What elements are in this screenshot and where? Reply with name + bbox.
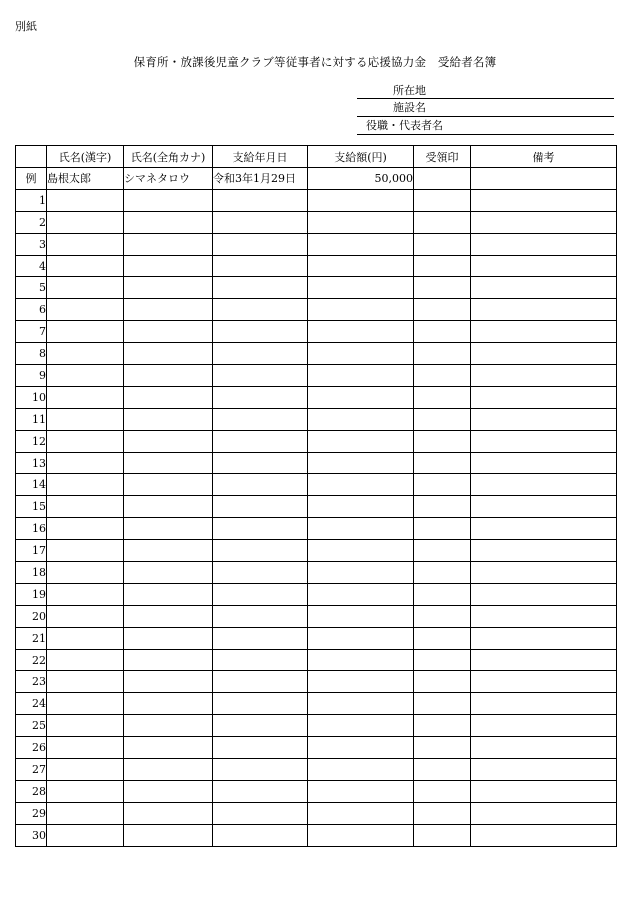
facility-name-line (357, 99, 614, 117)
row-number: 18 (16, 562, 47, 584)
name-kanji-cell[interactable] (47, 540, 124, 562)
amount-cell[interactable] (308, 605, 414, 627)
name-kana-cell[interactable] (124, 693, 213, 715)
header-seal: 受領印 (414, 146, 471, 168)
name-kana-cell[interactable] (124, 365, 213, 387)
facility-name-label: 施設名 (393, 101, 426, 114)
remarks-cell[interactable] (471, 649, 617, 671)
name-kana-cell[interactable] (124, 802, 213, 824)
example-row (16, 168, 617, 190)
amount-cell[interactable] (308, 299, 414, 321)
remarks-cell[interactable] (471, 759, 617, 781)
table-row (16, 430, 617, 452)
seal-cell[interactable] (414, 452, 471, 474)
name-kana-cell[interactable] (124, 474, 213, 496)
remarks-cell[interactable] (471, 780, 617, 802)
row-number: 26 (16, 737, 47, 759)
name-kanji-cell[interactable] (47, 562, 124, 584)
remarks-cell[interactable] (471, 321, 617, 343)
name-kanji-cell[interactable] (47, 649, 124, 671)
seal-cell[interactable] (414, 562, 471, 584)
seal-cell[interactable] (414, 627, 471, 649)
seal-cell[interactable] (414, 299, 471, 321)
row-number: 16 (16, 518, 47, 540)
row-number: 25 (16, 715, 47, 737)
seal-cell[interactable] (414, 474, 471, 496)
representative-line (357, 117, 614, 135)
row-number: 17 (16, 540, 47, 562)
attachment-label: 別紙 (15, 20, 37, 33)
name-kanji-cell[interactable] (47, 430, 124, 452)
table-row (16, 759, 617, 781)
amount-cell[interactable] (308, 452, 414, 474)
table-row (16, 671, 617, 693)
name-kanji-cell[interactable] (47, 408, 124, 430)
payment-date-cell[interactable] (213, 277, 308, 299)
name-kana-cell[interactable] (124, 540, 213, 562)
remarks-cell[interactable] (471, 452, 617, 474)
table-row (16, 649, 617, 671)
table-row (16, 343, 617, 365)
table-row (16, 365, 617, 387)
seal-cell[interactable] (414, 343, 471, 365)
name-kana-cell[interactable] (124, 211, 213, 233)
remarks-cell[interactable] (471, 189, 617, 211)
amount-cell[interactable] (308, 211, 414, 233)
payment-date-cell[interactable] (213, 627, 308, 649)
facility-info-block (357, 82, 614, 135)
payment-date-cell[interactable] (213, 540, 308, 562)
address-line (357, 82, 614, 99)
remarks-cell[interactable] (471, 365, 617, 387)
amount-cell[interactable] (308, 759, 414, 781)
payment-date-cell[interactable] (213, 233, 308, 255)
table-row (16, 540, 617, 562)
name-kanji-cell[interactable] (47, 715, 124, 737)
row-number: 6 (16, 299, 47, 321)
amount-cell[interactable] (308, 343, 414, 365)
seal-cell (414, 168, 471, 190)
table-row (16, 627, 617, 649)
amount-cell[interactable] (308, 824, 414, 846)
payment-date-cell[interactable] (213, 802, 308, 824)
row-number: 29 (16, 802, 47, 824)
seal-cell[interactable] (414, 496, 471, 518)
remarks-cell[interactable] (471, 583, 617, 605)
name-kanji-cell[interactable] (47, 255, 124, 277)
row-number: 例 (16, 168, 47, 190)
table-row (16, 255, 617, 277)
header-number (16, 146, 47, 168)
name-kanji-cell[interactable] (47, 824, 124, 846)
seal-cell[interactable] (414, 802, 471, 824)
amount-cell[interactable] (308, 780, 414, 802)
table-row (16, 452, 617, 474)
row-number: 5 (16, 277, 47, 299)
name-kana-cell[interactable] (124, 233, 213, 255)
name-kanji-cell[interactable] (47, 365, 124, 387)
row-number: 23 (16, 671, 47, 693)
name-kanji-cell[interactable] (47, 386, 124, 408)
seal-cell[interactable] (414, 737, 471, 759)
name-kanji-cell[interactable] (47, 737, 124, 759)
amount-cell[interactable] (308, 693, 414, 715)
name-kana-cell[interactable] (124, 824, 213, 846)
table-row (16, 211, 617, 233)
header-name-kana: 氏名(全角カナ) (124, 146, 213, 168)
header-name-kanji: 氏名(漢字) (47, 146, 124, 168)
table-row (16, 780, 617, 802)
row-number: 27 (16, 759, 47, 781)
remarks-cell[interactable] (471, 518, 617, 540)
remarks-cell[interactable] (471, 474, 617, 496)
document-title: 保育所・放課後児童クラブ等従事者に対する応援協力金 受給者名簿 (133, 55, 497, 69)
payment-date-cell[interactable] (213, 452, 308, 474)
table-row (16, 605, 617, 627)
table-row (16, 518, 617, 540)
row-number: 2 (16, 211, 47, 233)
table-row (16, 715, 617, 737)
payment-date-cell[interactable] (213, 605, 308, 627)
payment-date-cell[interactable] (213, 671, 308, 693)
recipient-register-table (15, 145, 617, 847)
name-kanji-cell[interactable] (47, 211, 124, 233)
table-row (16, 474, 617, 496)
name-kanji-cell[interactable] (47, 233, 124, 255)
seal-cell[interactable] (414, 233, 471, 255)
table-row (16, 802, 617, 824)
name-kana-cell[interactable] (124, 496, 213, 518)
name-kana-cell[interactable] (124, 715, 213, 737)
name-kana-cell[interactable] (124, 737, 213, 759)
seal-cell[interactable] (414, 365, 471, 387)
row-number: 12 (16, 430, 47, 452)
seal-cell[interactable] (414, 605, 471, 627)
remarks-cell (471, 168, 617, 190)
seal-cell[interactable] (414, 759, 471, 781)
row-number: 15 (16, 496, 47, 518)
name-kana-cell[interactable] (124, 780, 213, 802)
row-number: 24 (16, 693, 47, 715)
name-kanji-cell: 島根太郎 (47, 168, 124, 190)
seal-cell[interactable] (414, 255, 471, 277)
remarks-cell[interactable] (471, 255, 617, 277)
row-number: 10 (16, 386, 47, 408)
row-number: 30 (16, 824, 47, 846)
name-kana-cell[interactable] (124, 518, 213, 540)
remarks-cell[interactable] (471, 277, 617, 299)
remarks-cell[interactable] (471, 408, 617, 430)
amount-cell[interactable] (308, 474, 414, 496)
name-kanji-cell[interactable] (47, 343, 124, 365)
remarks-cell[interactable] (471, 715, 617, 737)
remarks-cell[interactable] (471, 496, 617, 518)
row-number: 19 (16, 583, 47, 605)
name-kanji-cell[interactable] (47, 474, 124, 496)
row-number: 3 (16, 233, 47, 255)
payment-date-cell[interactable] (213, 649, 308, 671)
name-kana-cell[interactable] (124, 649, 213, 671)
table-row (16, 693, 617, 715)
name-kanji-cell[interactable] (47, 496, 124, 518)
row-number: 13 (16, 452, 47, 474)
seal-cell[interactable] (414, 715, 471, 737)
amount-cell[interactable] (308, 233, 414, 255)
payment-date-cell[interactable] (213, 365, 308, 387)
amount-cell[interactable] (308, 430, 414, 452)
payment-date-cell[interactable] (213, 824, 308, 846)
payment-date-cell[interactable] (213, 759, 308, 781)
name-kana-cell[interactable] (124, 277, 213, 299)
seal-cell[interactable] (414, 211, 471, 233)
payment-date-cell[interactable] (213, 255, 308, 277)
payment-date-cell[interactable] (213, 583, 308, 605)
row-number: 14 (16, 474, 47, 496)
table-row (16, 408, 617, 430)
remarks-cell[interactable] (471, 386, 617, 408)
remarks-cell[interactable] (471, 343, 617, 365)
remarks-cell[interactable] (471, 211, 617, 233)
amount-cell[interactable] (308, 583, 414, 605)
payment-date-cell[interactable] (213, 518, 308, 540)
address-label: 所在地 (393, 84, 426, 97)
name-kanji-cell[interactable] (47, 299, 124, 321)
seal-cell[interactable] (414, 583, 471, 605)
amount-cell[interactable] (308, 321, 414, 343)
amount-cell[interactable] (308, 737, 414, 759)
payment-date-cell[interactable] (213, 211, 308, 233)
name-kanji-cell[interactable] (47, 605, 124, 627)
header-amount: 支給額(円) (308, 146, 414, 168)
name-kana-cell[interactable] (124, 321, 213, 343)
table-row (16, 562, 617, 584)
remarks-cell[interactable] (471, 693, 617, 715)
name-kana-cell[interactable] (124, 430, 213, 452)
seal-cell[interactable] (414, 693, 471, 715)
amount-cell[interactable] (308, 365, 414, 387)
seal-cell[interactable] (414, 408, 471, 430)
seal-cell[interactable] (414, 386, 471, 408)
table-row (16, 233, 617, 255)
name-kana-cell[interactable] (124, 583, 213, 605)
row-number: 1 (16, 189, 47, 211)
payment-date-cell[interactable] (213, 321, 308, 343)
name-kana-cell[interactable] (124, 562, 213, 584)
row-number: 21 (16, 627, 47, 649)
amount-cell[interactable] (308, 277, 414, 299)
name-kana-cell[interactable] (124, 343, 213, 365)
header-payment-date: 支給年月日 (213, 146, 308, 168)
seal-cell[interactable] (414, 321, 471, 343)
table-row (16, 824, 617, 846)
payment-date-cell[interactable] (213, 408, 308, 430)
payment-date-cell[interactable] (213, 189, 308, 211)
table-row (16, 386, 617, 408)
payment-date-cell[interactable] (213, 474, 308, 496)
seal-cell[interactable] (414, 824, 471, 846)
table-row (16, 189, 617, 211)
row-number: 4 (16, 255, 47, 277)
name-kanji-cell[interactable] (47, 189, 124, 211)
amount-cell[interactable] (308, 518, 414, 540)
name-kana-cell: シマネタロウ (124, 168, 213, 190)
seal-cell[interactable] (414, 540, 471, 562)
name-kanji-cell[interactable] (47, 693, 124, 715)
remarks-cell[interactable] (471, 540, 617, 562)
amount-cell[interactable] (308, 386, 414, 408)
amount-cell[interactable] (308, 540, 414, 562)
amount-cell: 50,000 (308, 168, 414, 190)
name-kana-cell[interactable] (124, 759, 213, 781)
name-kana-cell[interactable] (124, 386, 213, 408)
row-number: 11 (16, 408, 47, 430)
seal-cell[interactable] (414, 430, 471, 452)
remarks-cell[interactable] (471, 627, 617, 649)
remarks-cell[interactable] (471, 562, 617, 584)
seal-cell[interactable] (414, 780, 471, 802)
payment-date-cell[interactable] (213, 386, 308, 408)
amount-cell[interactable] (308, 715, 414, 737)
amount-cell[interactable] (308, 562, 414, 584)
name-kana-cell[interactable] (124, 605, 213, 627)
remarks-cell[interactable] (471, 299, 617, 321)
name-kanji-cell[interactable] (47, 277, 124, 299)
remarks-cell[interactable] (471, 737, 617, 759)
table-row (16, 737, 617, 759)
payment-date-cell[interactable] (213, 343, 308, 365)
name-kana-cell[interactable] (124, 299, 213, 321)
name-kanji-cell[interactable] (47, 321, 124, 343)
payment-date-cell[interactable] (213, 430, 308, 452)
table-row (16, 583, 617, 605)
table-row (16, 277, 617, 299)
amount-cell[interactable] (308, 496, 414, 518)
remarks-cell[interactable] (471, 824, 617, 846)
payment-date-cell[interactable] (213, 496, 308, 518)
payment-date-cell[interactable] (213, 693, 308, 715)
name-kana-cell[interactable] (124, 189, 213, 211)
name-kanji-cell[interactable] (47, 627, 124, 649)
remarks-cell[interactable] (471, 430, 617, 452)
amount-cell[interactable] (308, 627, 414, 649)
table-header-row (16, 146, 617, 168)
row-number: 22 (16, 649, 47, 671)
seal-cell[interactable] (414, 671, 471, 693)
amount-cell[interactable] (308, 671, 414, 693)
payment-date-cell[interactable] (213, 562, 308, 584)
payment-date-cell[interactable] (213, 780, 308, 802)
table-row (16, 321, 617, 343)
name-kanji-cell[interactable] (47, 583, 124, 605)
table-row (16, 496, 617, 518)
payment-date-cell[interactable] (213, 299, 308, 321)
row-number: 8 (16, 343, 47, 365)
amount-cell[interactable] (308, 408, 414, 430)
amount-cell[interactable] (308, 802, 414, 824)
name-kana-cell[interactable] (124, 627, 213, 649)
amount-cell[interactable] (308, 649, 414, 671)
representative-label: 役職・代表者名 (366, 119, 443, 132)
name-kanji-cell[interactable] (47, 780, 124, 802)
row-number: 9 (16, 365, 47, 387)
name-kanji-cell[interactable] (47, 759, 124, 781)
seal-cell[interactable] (414, 649, 471, 671)
remarks-cell[interactable] (471, 605, 617, 627)
name-kanji-cell[interactable] (47, 671, 124, 693)
name-kanji-cell[interactable] (47, 802, 124, 824)
amount-cell[interactable] (308, 189, 414, 211)
row-number: 20 (16, 605, 47, 627)
row-number: 28 (16, 780, 47, 802)
name-kana-cell[interactable] (124, 255, 213, 277)
header-remarks: 備考 (471, 146, 617, 168)
name-kana-cell[interactable] (124, 452, 213, 474)
name-kanji-cell[interactable] (47, 518, 124, 540)
remarks-cell[interactable] (471, 233, 617, 255)
name-kanji-cell[interactable] (47, 452, 124, 474)
row-number: 7 (16, 321, 47, 343)
seal-cell[interactable] (414, 518, 471, 540)
seal-cell[interactable] (414, 277, 471, 299)
amount-cell[interactable] (308, 255, 414, 277)
name-kana-cell[interactable] (124, 408, 213, 430)
name-kana-cell[interactable] (124, 671, 213, 693)
table-row (16, 299, 617, 321)
payment-date-cell: 令和3年1月29日 (213, 168, 308, 190)
remarks-cell[interactable] (471, 802, 617, 824)
payment-date-cell[interactable] (213, 715, 308, 737)
remarks-cell[interactable] (471, 671, 617, 693)
payment-date-cell[interactable] (213, 737, 308, 759)
seal-cell[interactable] (414, 189, 471, 211)
